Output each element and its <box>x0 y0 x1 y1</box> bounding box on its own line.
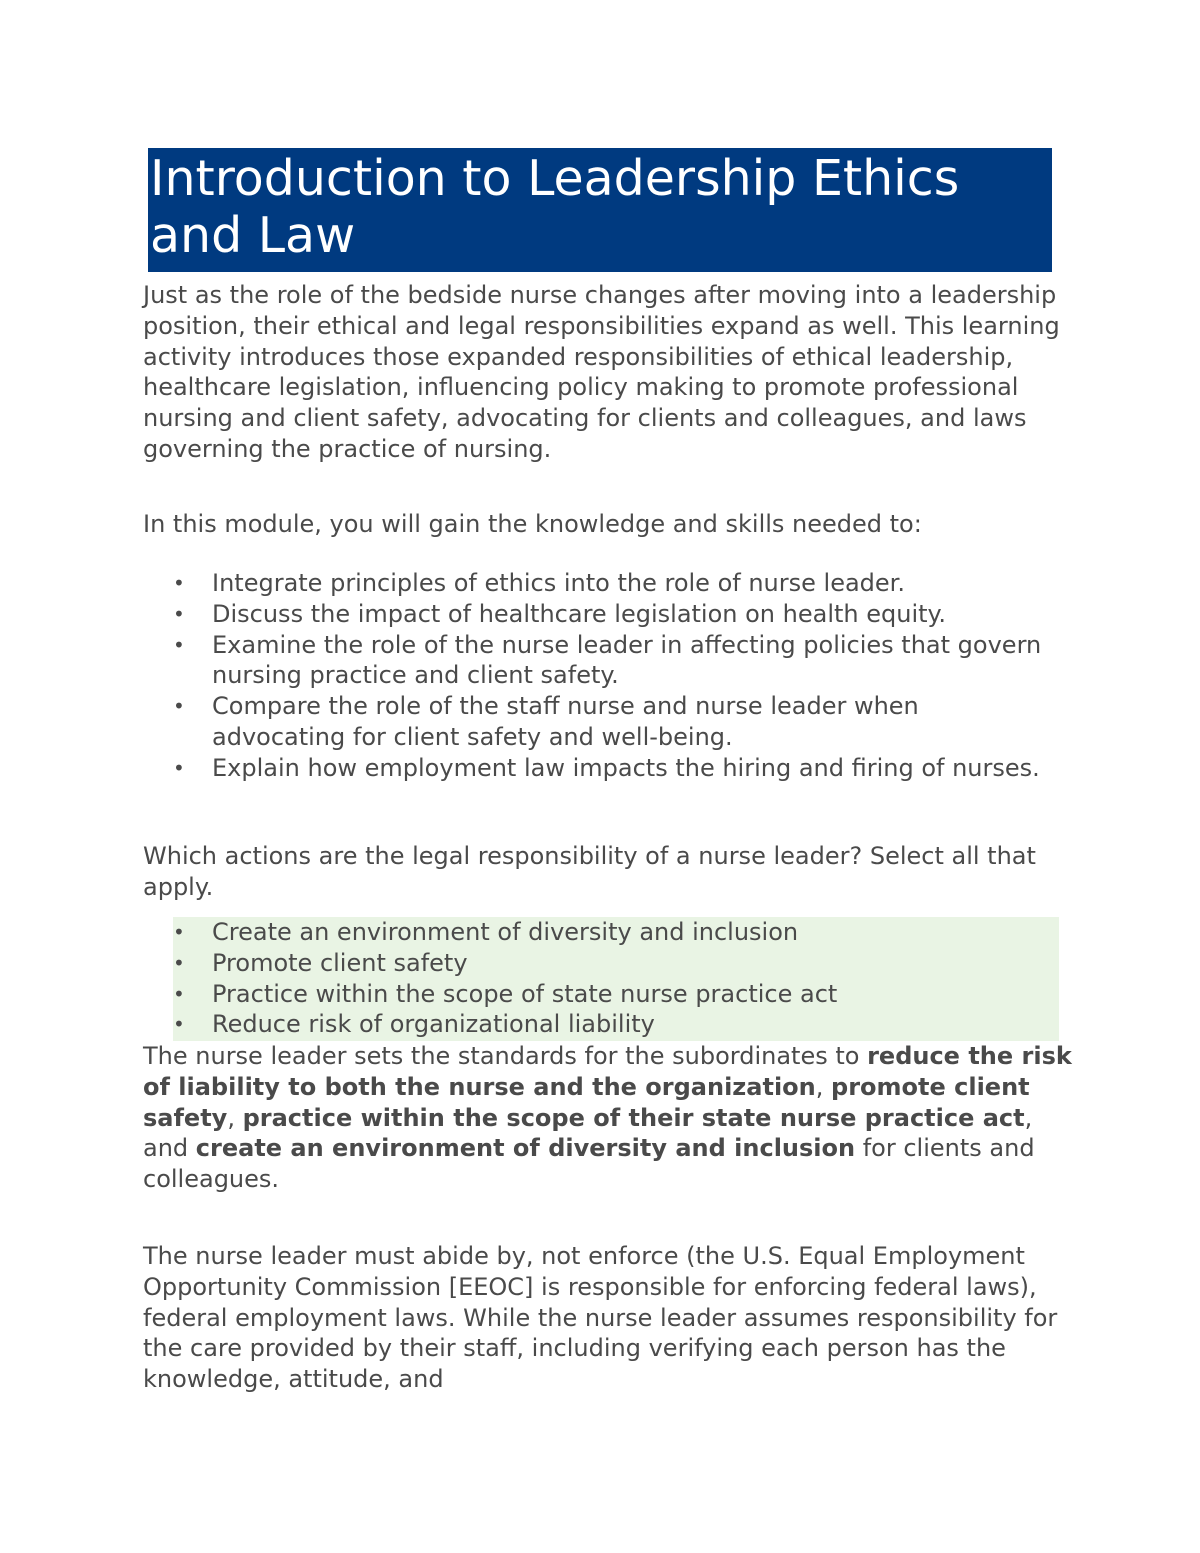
bullet-icon: • <box>173 755 185 780</box>
answer-item <box>173 979 1059 1010</box>
bullet-icon: • <box>173 601 185 626</box>
answer-item <box>173 1009 1059 1040</box>
page-title: Introduction to Leadership Ethics and Law <box>150 150 960 264</box>
answer-item <box>173 948 1059 979</box>
bullet-icon: • <box>173 694 185 719</box>
question-paragraph: Which actions are the legal responsibility of a nurse leader? Select all that apply. <box>143 842 1036 901</box>
explanation-text: , <box>227 1103 243 1132</box>
explanation-text: , <box>815 1072 832 1101</box>
explanation-emphasis: reduce the risk of liability to both the nurse and the organization <box>143 1042 1072 1101</box>
objective-item <box>173 691 1059 753</box>
bullet-icon: • <box>173 920 185 944</box>
closing-paragraph: The nurse leader must abide by, not enforce (the U.S. Equal Employment Opportunity Commission [EEOC] is responsible for enforcing federal laws), federal employment laws. While the nurse leader assumes responsibility for the care provided by their staff, including verifying each person has the knowledge, attitude, and <box>143 1242 1058 1394</box>
answers-list <box>173 917 1059 1041</box>
objective-text: Compare the role of the staff nurse and nurse leader when advocating for client safety and well-being. <box>212 692 919 751</box>
bullet-icon: • <box>173 981 185 1006</box>
explanation-emphasis: create an environment of diversity and inclusion <box>195 1134 856 1163</box>
module-lead-paragraph: In this module, you will gain the knowledge and skills needed to: <box>143 510 922 538</box>
explanation-paragraph <box>143 1041 1073 1195</box>
intro-paragraph: Just as the role of the bedside nurse changes after moving into a leadership position, their ethical and legal responsibilities expand as well. This learning activity introduces those expanded responsibilities of ethical leadership, healthcare legislation, influencing policy making to promote professional nursing and client safety, advocating for clients and colleagues, and laws governing the practice of nursing. <box>143 281 1060 463</box>
answer-text: Promote client safety <box>212 948 468 977</box>
objective-item <box>173 630 1059 692</box>
bullet-icon: • <box>173 1012 185 1037</box>
explanation-text: The nurse leader sets the standards for the subordinates to <box>143 1042 868 1070</box>
explanation-text: , and <box>143 1103 1033 1163</box>
objective-text: Integrate principles of ethics into the role of nurse leader. <box>212 569 905 597</box>
bullet-icon: • <box>173 571 185 595</box>
answer-text: Create an environment of diversity and inclusion <box>212 918 799 946</box>
objectives-list <box>173 568 1059 784</box>
objective-item <box>173 568 1059 599</box>
explanation-text: for clients and colleagues. <box>143 1134 1035 1194</box>
objective-text: Discuss the impact of healthcare legislation on health equity. <box>212 599 946 628</box>
explanation-emphasis: practice within the scope of their state nurse practice act <box>242 1103 1025 1132</box>
answer-item <box>173 917 1059 948</box>
objective-item <box>173 599 1059 630</box>
bullet-icon: • <box>173 632 185 657</box>
objective-text: Examine the role of the nurse leader in affecting policies that govern nursing practice and client safety. <box>212 630 1042 690</box>
answer-text: Reduce risk of organizational liability <box>212 1010 655 1039</box>
answer-text: Practice within the scope of state nurse practice act <box>212 979 838 1008</box>
objective-text: Explain how employment law impacts the hiring and firing of nurses. <box>212 753 1040 782</box>
bullet-icon: • <box>173 950 185 975</box>
objective-item <box>173 753 1059 784</box>
explanation-emphasis: promote client safety <box>143 1072 1030 1132</box>
